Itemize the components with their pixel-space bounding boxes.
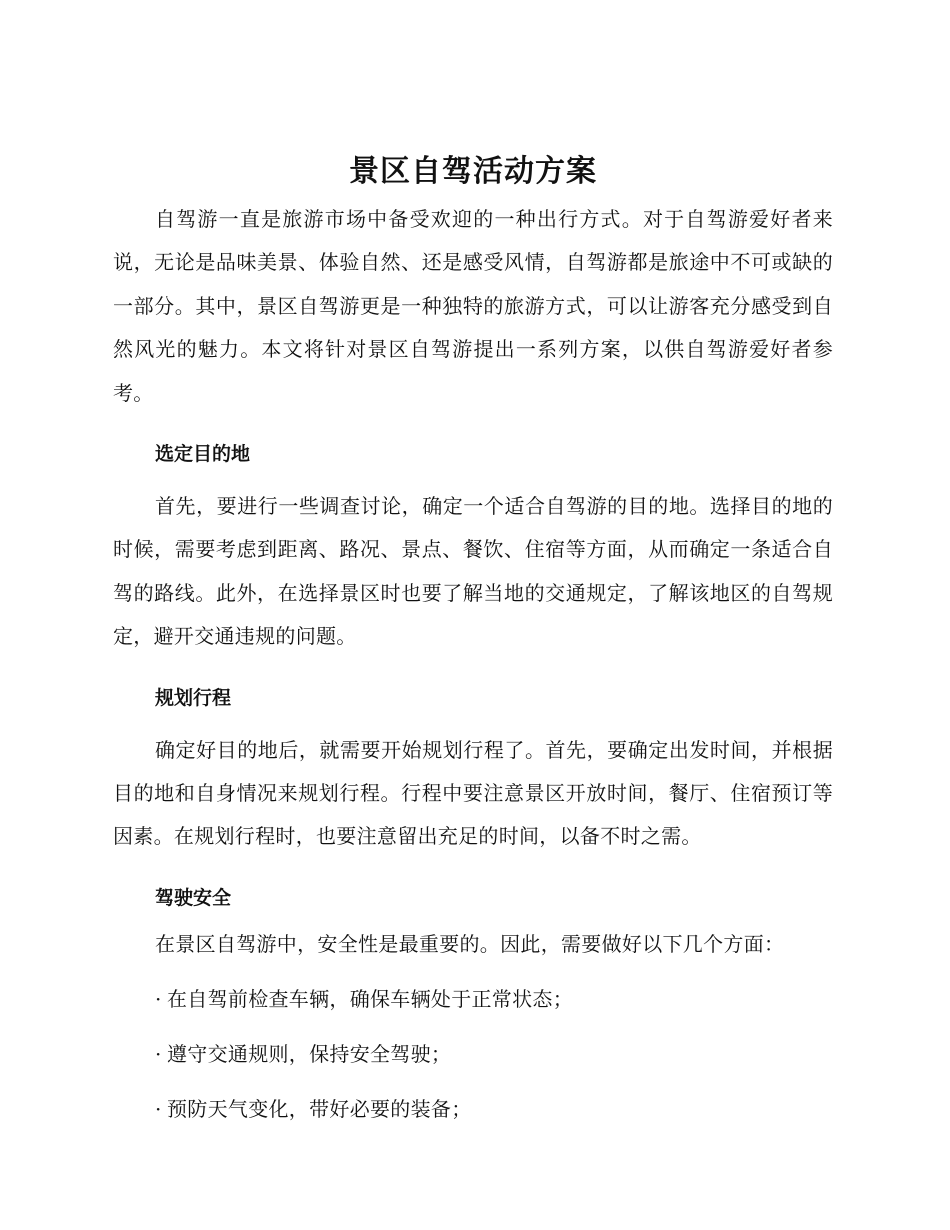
list-item-text: 预防天气变化，带好必要的装备；: [167, 1096, 472, 1121]
section-heading-destination: 选定目的地: [155, 443, 251, 466]
document-content: [113, 150, 833, 1124]
section-body-destination: 首先，要进行一些调查讨论，确定一个适合自驾游的目的地。选择目的地的时候，需要考虑到距离、路况、景点、餐饮、住宿等方面，从而确定一条适合自驾的路线。此外，在选择景区时也要了解当地的交通规定，了解该地区的自驾规定，避开交通违规的问题。: [113, 494, 833, 649]
intro-paragraph: 自驾游一直是旅游市场中备受欢迎的一种出行方式。对于自驾游爱好者来说，无论是品味美景、体验自然、还是感受风情，自驾游都是旅途中不可或缺的一部分。其中，景区自驾游更是一种独特的旅游方式，可以让游客充分感受到自然风光的魅力。本文将针对景区自驾游提出一系列方案，以供自驾游爱好者参考。: [113, 207, 833, 405]
section-body-driving-safety: 在景区自驾游中，安全性是最重要的。因此，需要做好以下几个方面：: [155, 931, 785, 956]
list-item: [113, 1094, 833, 1124]
list-item: [113, 984, 833, 1014]
list-item-text: 遵守交通规则，保持安全驾驶；: [167, 1041, 452, 1066]
list-item: [113, 1039, 833, 1069]
section-heading-driving-safety: 驾驶安全: [155, 886, 232, 909]
section-heading-itinerary: 规划行程: [155, 686, 232, 709]
document-title: 景区自驾活动方案: [349, 154, 597, 189]
bullet-marker: ·: [155, 1096, 162, 1121]
bullet-marker: ·: [155, 1041, 162, 1066]
list-item-text: 在自驾前检查车辆，确保车辆处于正常状态；: [167, 986, 573, 1011]
section-body-itinerary: 确定好目的地后，就需要开始规划行程了。首先，要确定出发时间，并根据目的地和自身情况来规划行程。行程中要注意景区开放时间，餐厅、住宿预订等因素。在规划行程时，也要注意留出充足的时间，以备不时之需。: [113, 737, 833, 849]
bullet-marker: ·: [155, 986, 162, 1011]
